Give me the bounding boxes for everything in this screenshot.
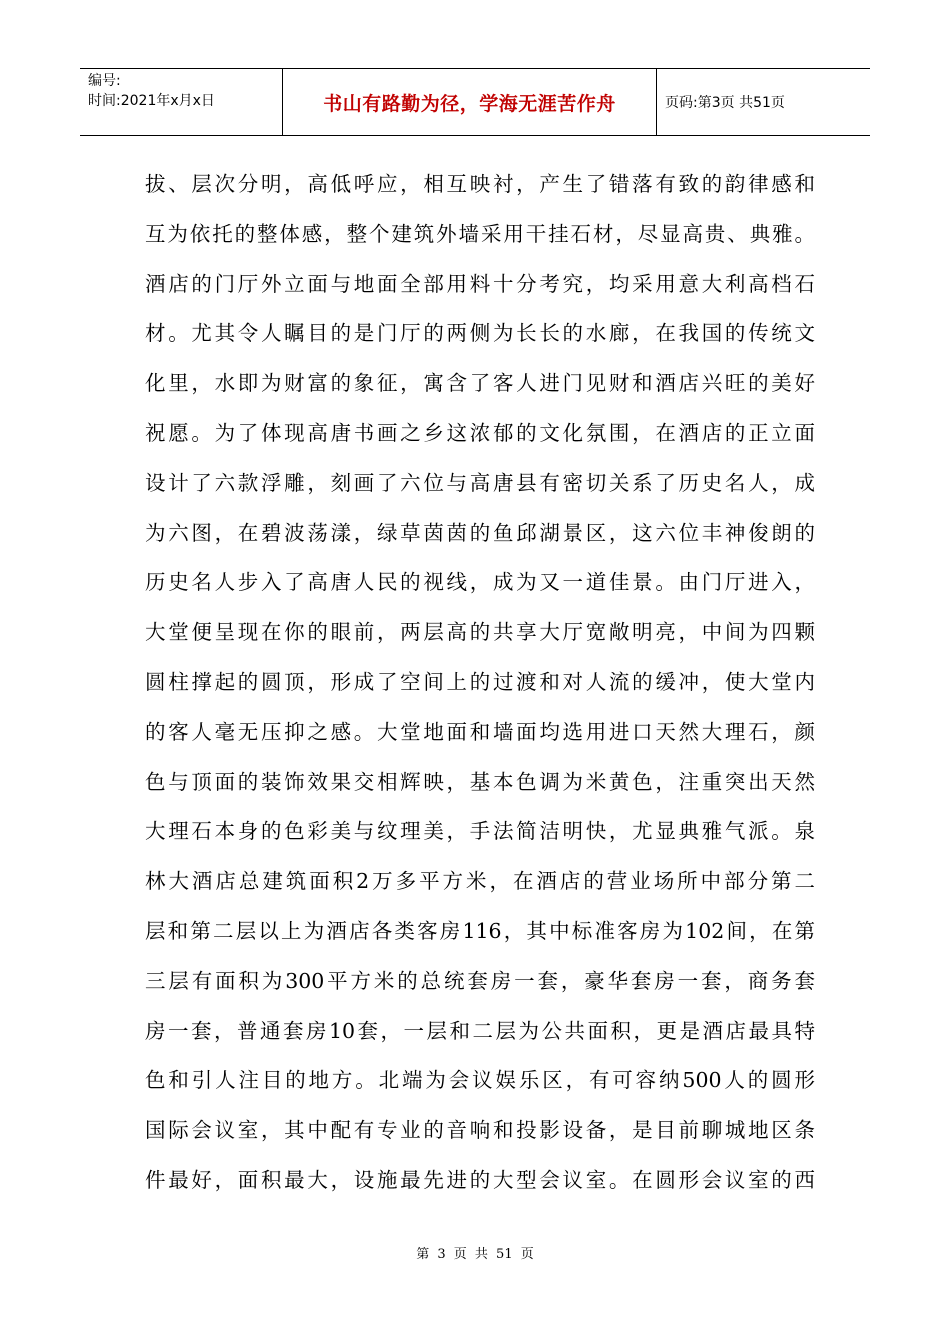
- body-line: 互为依托的整体感，整个建筑外墙采用干挂石材，尽显高贵、典雅。: [145, 221, 815, 246]
- body-line: 色和引人注目的地方。北端为会议娱乐区，有可容纳500人的圆形: [145, 1068, 815, 1093]
- body-line: 材。尤其令人瞩目的是门厅的两侧为长长的水廊，在我国的传统文: [145, 321, 815, 346]
- body-line: 祝愿。为了体现高唐书画之乡这浓郁的文化氛围，在酒店的正立面: [145, 420, 815, 445]
- body-line: 大堂便呈现在你的眼前，两层高的共享大厅宽敞明亮，中间为四颗: [145, 620, 815, 645]
- body-line: 三层有面积为300平方米的总统套房一套，豪华套房一套，商务套: [145, 968, 815, 993]
- body-line: 色与顶面的装饰效果交相辉映，基本色调为米黄色，注重突出天然: [145, 769, 815, 794]
- body-line: 化里，水即为财富的象征，寓含了客人进门见财和酒店兴旺的美好: [145, 371, 815, 396]
- body-line: 历史名人步入了高唐人民的视线，成为又一道佳景。由门厅进入，: [145, 570, 815, 595]
- page-header: [80, 68, 870, 136]
- document-number-label: 编号:: [88, 73, 121, 89]
- body-line: 的客人毫无压抑之感。大堂地面和墙面均选用进口天然大理石，颜: [145, 719, 815, 744]
- body-line: 为六图，在碧波荡漾，绿草茵茵的鱼邱湖景区，这六位丰神俊朗的: [145, 520, 815, 545]
- body-line: 国际会议室，其中配有专业的音响和投影设备，是目前聊城地区条: [145, 1118, 815, 1143]
- page-footer: 第 3 页 共 51 页: [416, 1247, 534, 1262]
- document-date-label: 时间:2021年x月x日: [88, 93, 215, 109]
- body-line: 大理石本身的色彩美与纹理美，手法简洁明快，尤显典雅气派。泉: [145, 819, 815, 844]
- body-line: 酒店的门厅外立面与地面全部用料十分考究，均采用意大利高档石: [145, 271, 815, 296]
- body-line: 层和第二层以上为酒店各类客房116，其中标准客房为102间，在第: [145, 918, 815, 943]
- header-motto: 书山有路勤为径，学海无涯苦作舟: [283, 69, 657, 135]
- body-line: 圆柱撑起的圆顶，形成了空间上的过渡和对人流的缓冲，使大堂内: [145, 669, 815, 694]
- header-info-cell: [80, 69, 283, 135]
- body-line: 拔、层次分明，高低呼应，相互映衬，产生了错落有致的韵律感和: [145, 172, 815, 196]
- body-line: 设计了六款浮雕，刻画了六位与高唐县有密切关系了历史名人，成: [145, 470, 815, 495]
- body-line: 件最好，面积最大，设施最先进的大型会议室。在圆形会议室的西: [145, 1167, 815, 1192]
- document-body: [145, 160, 815, 1206]
- body-line: 林大酒店总建筑面积2万多平方米，在酒店的营业场所中部分第二: [145, 869, 815, 894]
- body-line: 房一套，普通套房10套，一层和二层为公共面积，更是酒店最具特: [145, 1018, 815, 1043]
- header-page-number: 页码:第3页 共51页: [665, 95, 785, 111]
